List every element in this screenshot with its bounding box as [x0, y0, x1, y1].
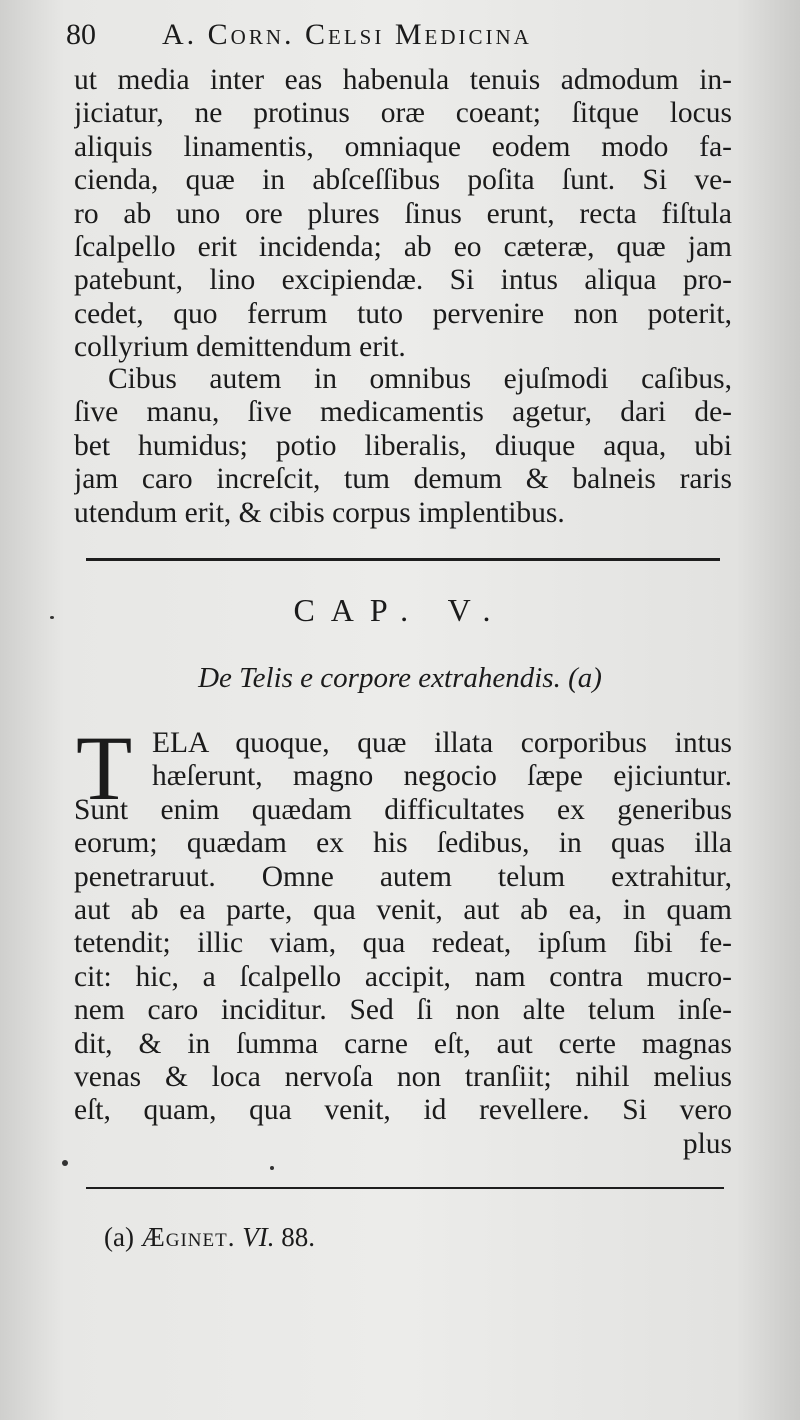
catchword: plus: [682, 1127, 732, 1160]
text-line: Cibus autem in omnibus ejuſmodi caſibus,: [108, 363, 732, 395]
text-line: utendum erit, & cibis corpus implentibus.: [74, 496, 565, 529]
text-line: aut ab ea parte, qua venit, aut ab ea, in quam: [74, 893, 732, 926]
footnote-author: Æginet.: [140, 1222, 236, 1252]
ink-speck: [62, 1160, 68, 1166]
text-line: bet humidus; potio liberalis, diuque aqua, ubi: [74, 429, 732, 462]
text-line: cedet, quo ferrum tuto pervenire non poterit,: [74, 297, 732, 330]
page-number: 80: [66, 18, 96, 51]
text-line: venas & loca nervoſa non tranſiit; nihil melius: [74, 1060, 732, 1093]
text-line: tetendit; illic viam, qua redeat, ipſum ſibi fe-: [74, 927, 732, 960]
text-line: jiciatur, ne protinus oræ coeant; ſitque locus: [74, 97, 732, 130]
drop-cap: T: [76, 717, 133, 819]
running-header: [66, 18, 726, 62]
text-line: Sunt enim quædam difficultates ex generibus: [74, 793, 732, 826]
chapter-divider: [86, 558, 720, 561]
text-line: jam caro increſcit, tum demum & balneis raris: [74, 463, 732, 496]
text-line: eorum; quædam ex his ſedibus, in quas illa: [74, 827, 732, 860]
ink-speck: [270, 1166, 274, 1170]
text-line: cienda, quæ in abſceſſibus poſita ſunt. Si ve-: [74, 164, 732, 197]
paragraph-2: [74, 363, 732, 530]
text-line: aliquis linamentis, omniaque eodem modo fa-: [74, 130, 732, 163]
ink-speck: [50, 616, 54, 619]
text-line: ELA quoque, quæ illata corporibus intus: [152, 727, 732, 759]
text-line: hæſerunt, magno negocio ſæpe ejiciuntur.: [152, 760, 732, 793]
paragraph-1: [74, 64, 732, 365]
text-line: ſive manu, ſive medicamentis agetur, dari de-: [74, 396, 732, 429]
text-line: penetraruut. Omne autem telum extrahitur,: [74, 860, 732, 893]
chapter-heading: CAP. V.: [293, 592, 507, 628]
text-line: ro ab uno ore plures ſinus erunt, recta fiſtula: [74, 197, 732, 230]
chapter-subtitle: De Telis e corpore extrahendis. (a): [198, 662, 602, 694]
text-line: nem caro inciditur. Sed ſi non alte telum inſe-: [74, 994, 732, 1027]
footnote-marker: (a): [104, 1222, 134, 1252]
text-line: ſcalpello erit incidenda; ab eo cæteræ, quæ jam: [74, 230, 732, 263]
text-line: eſt, quam, qua venit, id revellere. Si vero: [74, 1094, 732, 1127]
text-line: cit: hic, a ſcalpello accipit, nam contra mucro-: [74, 960, 732, 993]
footnote-book: VI.: [242, 1222, 275, 1252]
text-line: collyrium demittendum erit.: [74, 331, 406, 364]
running-title: A. Corn. Celsi Medicina: [162, 18, 532, 51]
footnote: [104, 1222, 315, 1253]
text-line: patebunt, lino excipiendæ. Si intus aliqua pro-: [74, 264, 732, 297]
chapter-paragraph: [74, 727, 732, 1161]
footnote-number: 88.: [281, 1222, 315, 1252]
text-line: ut media inter eas habenula tenuis admodum in-: [74, 64, 732, 96]
footnote-divider: [86, 1187, 724, 1189]
text-line: dit, & in ſumma carne eſt, aut certe magnas: [74, 1027, 732, 1060]
